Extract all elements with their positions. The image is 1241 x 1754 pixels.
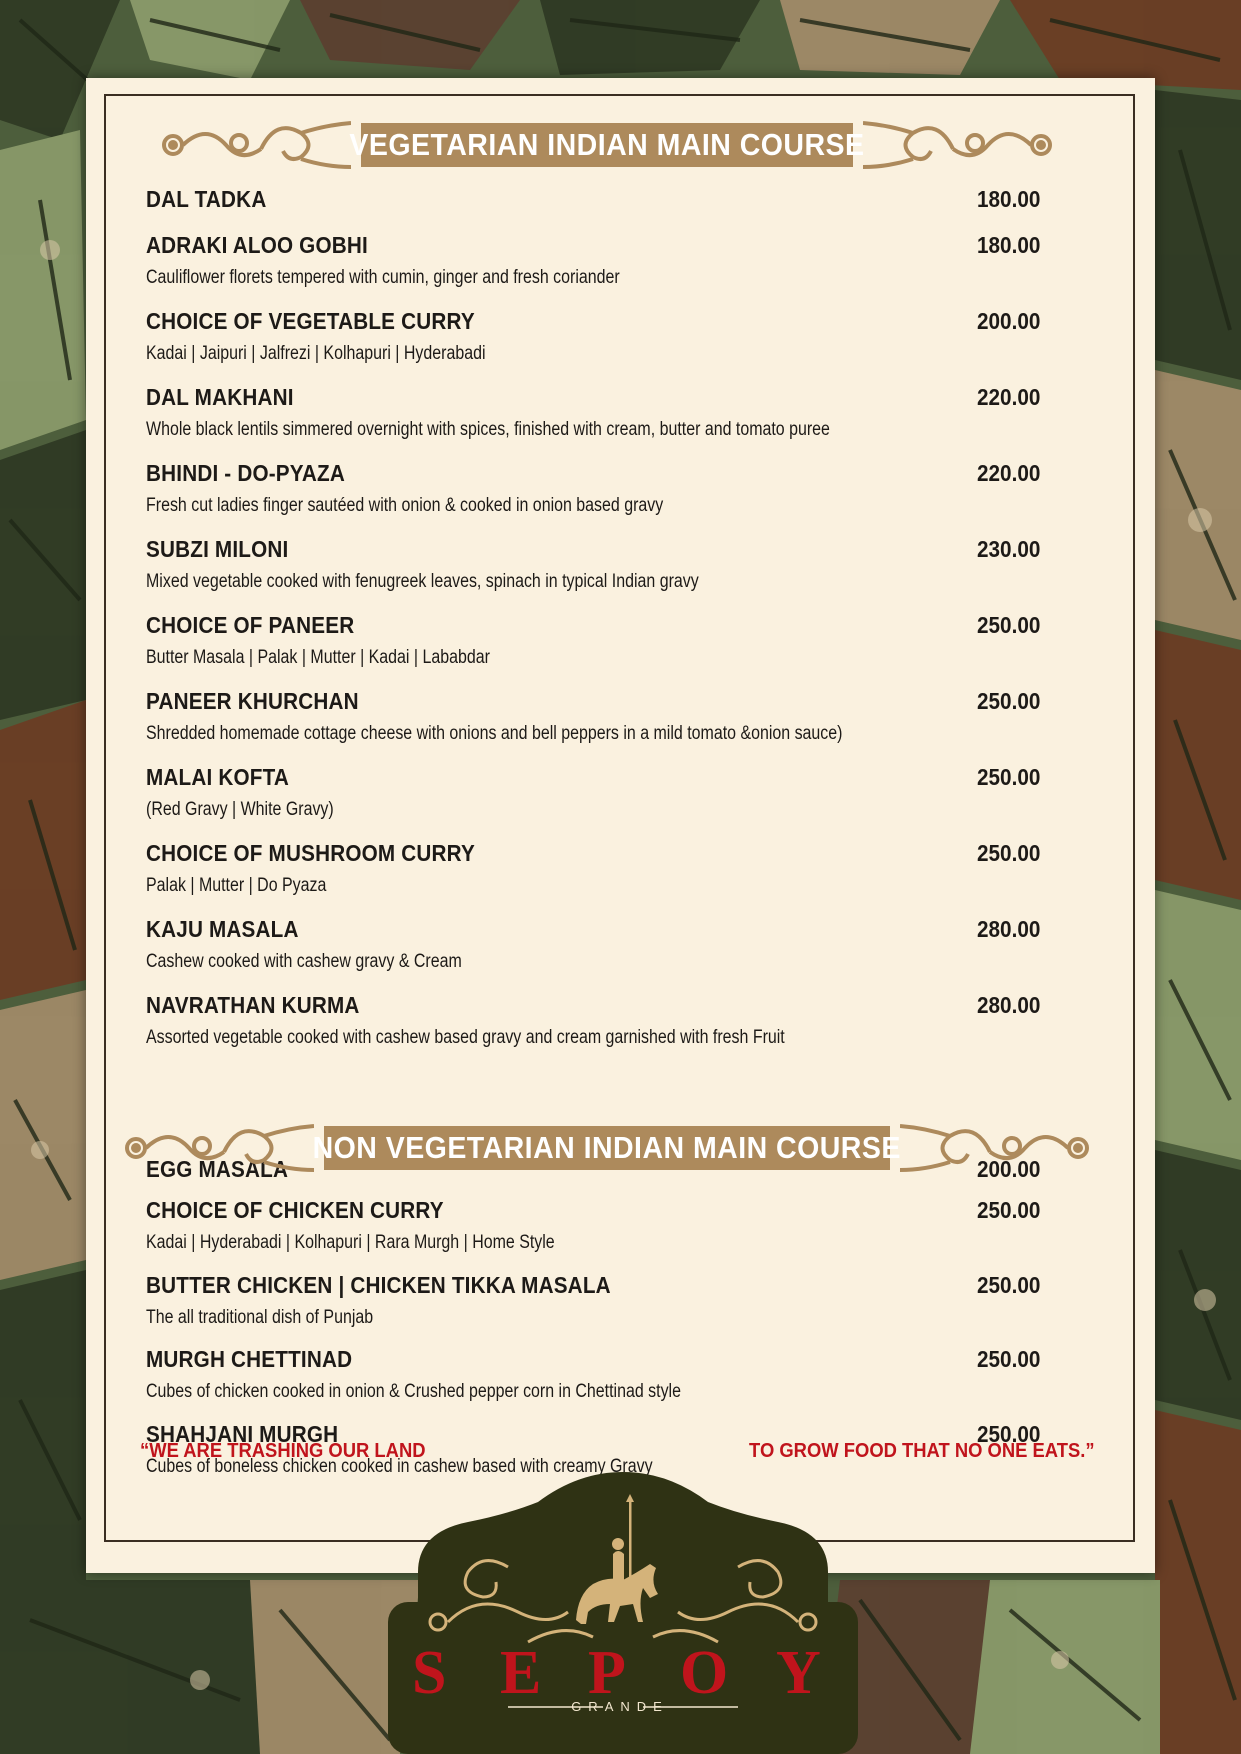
right-flourish-icon [863,113,1063,177]
menu-item-price: 180.00 [976,186,1040,212]
menu-item [146,916,1066,973]
left-flourish-icon [114,1116,314,1180]
menu-item [146,186,1066,213]
menu-item-name: ADRAKI ALOO GOBHI [146,232,368,258]
menu-item [146,1346,1066,1403]
menu-item [146,840,1066,897]
menu-item [146,384,1066,441]
quote-left: “WE ARE TRASHING OUR LAND [140,1440,426,1462]
logo-letter-y: Y [776,1639,821,1707]
menu-item-description: Kadai | Hyderabadi | Kolhapuri | Rara Murgh | Home Style [146,1232,555,1253]
menu-item-description: Assorted vegetable cooked with cashew based gravy and cream garnished with fresh Fruit [146,1027,785,1048]
menu-item-description: The all traditional dish of Punjab [146,1307,374,1328]
menu-item-name: BHINDI - DO-PYAZA [146,460,345,486]
menu-item-price: 250.00 [976,688,1040,714]
menu-item [146,612,1066,669]
menu-item-price: 250.00 [976,840,1040,866]
menu-item-name: NAVRATHAN KURMA [146,992,360,1018]
logo-letter-s: S [412,1639,447,1707]
menu-item-price: 250.00 [976,1197,1040,1223]
logo-subtitle: GRANDE [571,1699,669,1714]
left-flourish-icon [151,113,351,177]
menu-item-price: 230.00 [976,536,1040,562]
menu-item-name: DAL TADKA [146,186,267,212]
logo-letter-p: P [588,1639,626,1707]
menu-item-description: Whole black lentils simmered overnight with spices, finished with cream, butter and tomato puree [146,419,830,440]
menu-item-price: 250.00 [976,764,1040,790]
menu-item [146,1197,1066,1254]
menu-item-description: Cauliflower florets tempered with cumin, ginger and fresh coriander [146,267,620,288]
menu-item [146,688,1066,745]
logo-letter-e: E [500,1639,542,1707]
menu-item-description: Palak | Mutter | Do Pyaza [146,875,327,896]
menu-item-name: SUBZI MILONI [146,536,289,562]
menu-item-name: CHOICE OF CHICKEN CURRY [146,1197,444,1223]
menu-item-price: 200.00 [976,1156,1040,1182]
menu-item-name: KAJU MASALA [146,916,299,942]
menu-item [146,460,1066,517]
menu-item-name: EGG MASALA [146,1156,289,1182]
menu-item-description: Mixed vegetable cooked with fenugreek leaves, spinach in typical Indian gravy [146,571,699,592]
menu-item [146,536,1066,593]
menu-item-name: BUTTER CHICKEN | CHICKEN TIKKA MASALA [146,1272,611,1298]
menu-item-price: 250.00 [976,612,1040,638]
menu-item-description: Kadai | Jaipuri | Jalfrezi | Kolhapuri | Hyderabadi [146,343,486,364]
menu-item [146,232,1066,289]
menu-item-name: MURGH CHETTINAD [146,1346,353,1372]
menu-item-description: Shredded homemade cottage cheese with onions and bell peppers in a mild tomato &onion sauce) [146,723,843,744]
nonveg-section-title: NON VEGETARIAN INDIAN MAIN COURSE [312,1130,902,1165]
menu-item-description: (Red Gravy | White Gravy) [146,799,334,820]
menu-item-price: 250.00 [976,1272,1040,1298]
menu-item-description: Butter Masala | Palak | Mutter | Kadai | Lababdar [146,647,490,668]
menu-item-description: Fresh cut ladies finger sautéed with onion & cooked in onion based gravy [146,495,664,516]
menu-card [86,78,1155,1573]
right-flourish-icon [900,1116,1100,1180]
quote-right: TO GROW FOOD THAT NO ONE EATS.” [749,1440,1095,1462]
menu-item-description: Cashew cooked with cashew gravy & Cream [146,951,462,972]
menu-item-price: 220.00 [976,460,1040,486]
menu-item-name: CHOICE OF PANEER [146,612,355,638]
menu-item [146,992,1066,1049]
menu-item-price: 250.00 [976,1421,1040,1447]
menu-item-price: 220.00 [976,384,1040,410]
menu-item-price: 200.00 [976,308,1040,334]
menu-item-price: 280.00 [976,916,1040,942]
menu-item-description: Cubes of boneless chicken cooked in cashew based with creamy Gravy [146,1456,653,1477]
menu-item-price: 280.00 [976,992,1040,1018]
menu-item-name: CHOICE OF MUSHROOM CURRY [146,840,476,866]
menu-item-name: DAL MAKHANI [146,384,294,410]
menu-item-price: 180.00 [976,232,1040,258]
menu-item [146,1272,1066,1329]
menu-item-description: Cubes of chicken cooked in onion & Crushed pepper corn in Chettinad style [146,1381,681,1402]
menu-item [146,308,1066,365]
menu-item-name: CHOICE OF VEGETABLE CURRY [146,308,475,334]
veg-section-title: VEGETARIAN INDIAN MAIN COURSE [349,127,865,162]
menu-item-name: SHAHJANI MURGH [146,1421,339,1447]
veg-section-banner [151,113,1063,177]
menu-item-name: PANEER KHURCHAN [146,688,359,714]
logo-letter-o: O [680,1639,729,1707]
menu-item-name: MALAI KOFTA [146,764,290,790]
menu-item-price: 250.00 [976,1346,1040,1372]
menu-item [146,764,1066,821]
